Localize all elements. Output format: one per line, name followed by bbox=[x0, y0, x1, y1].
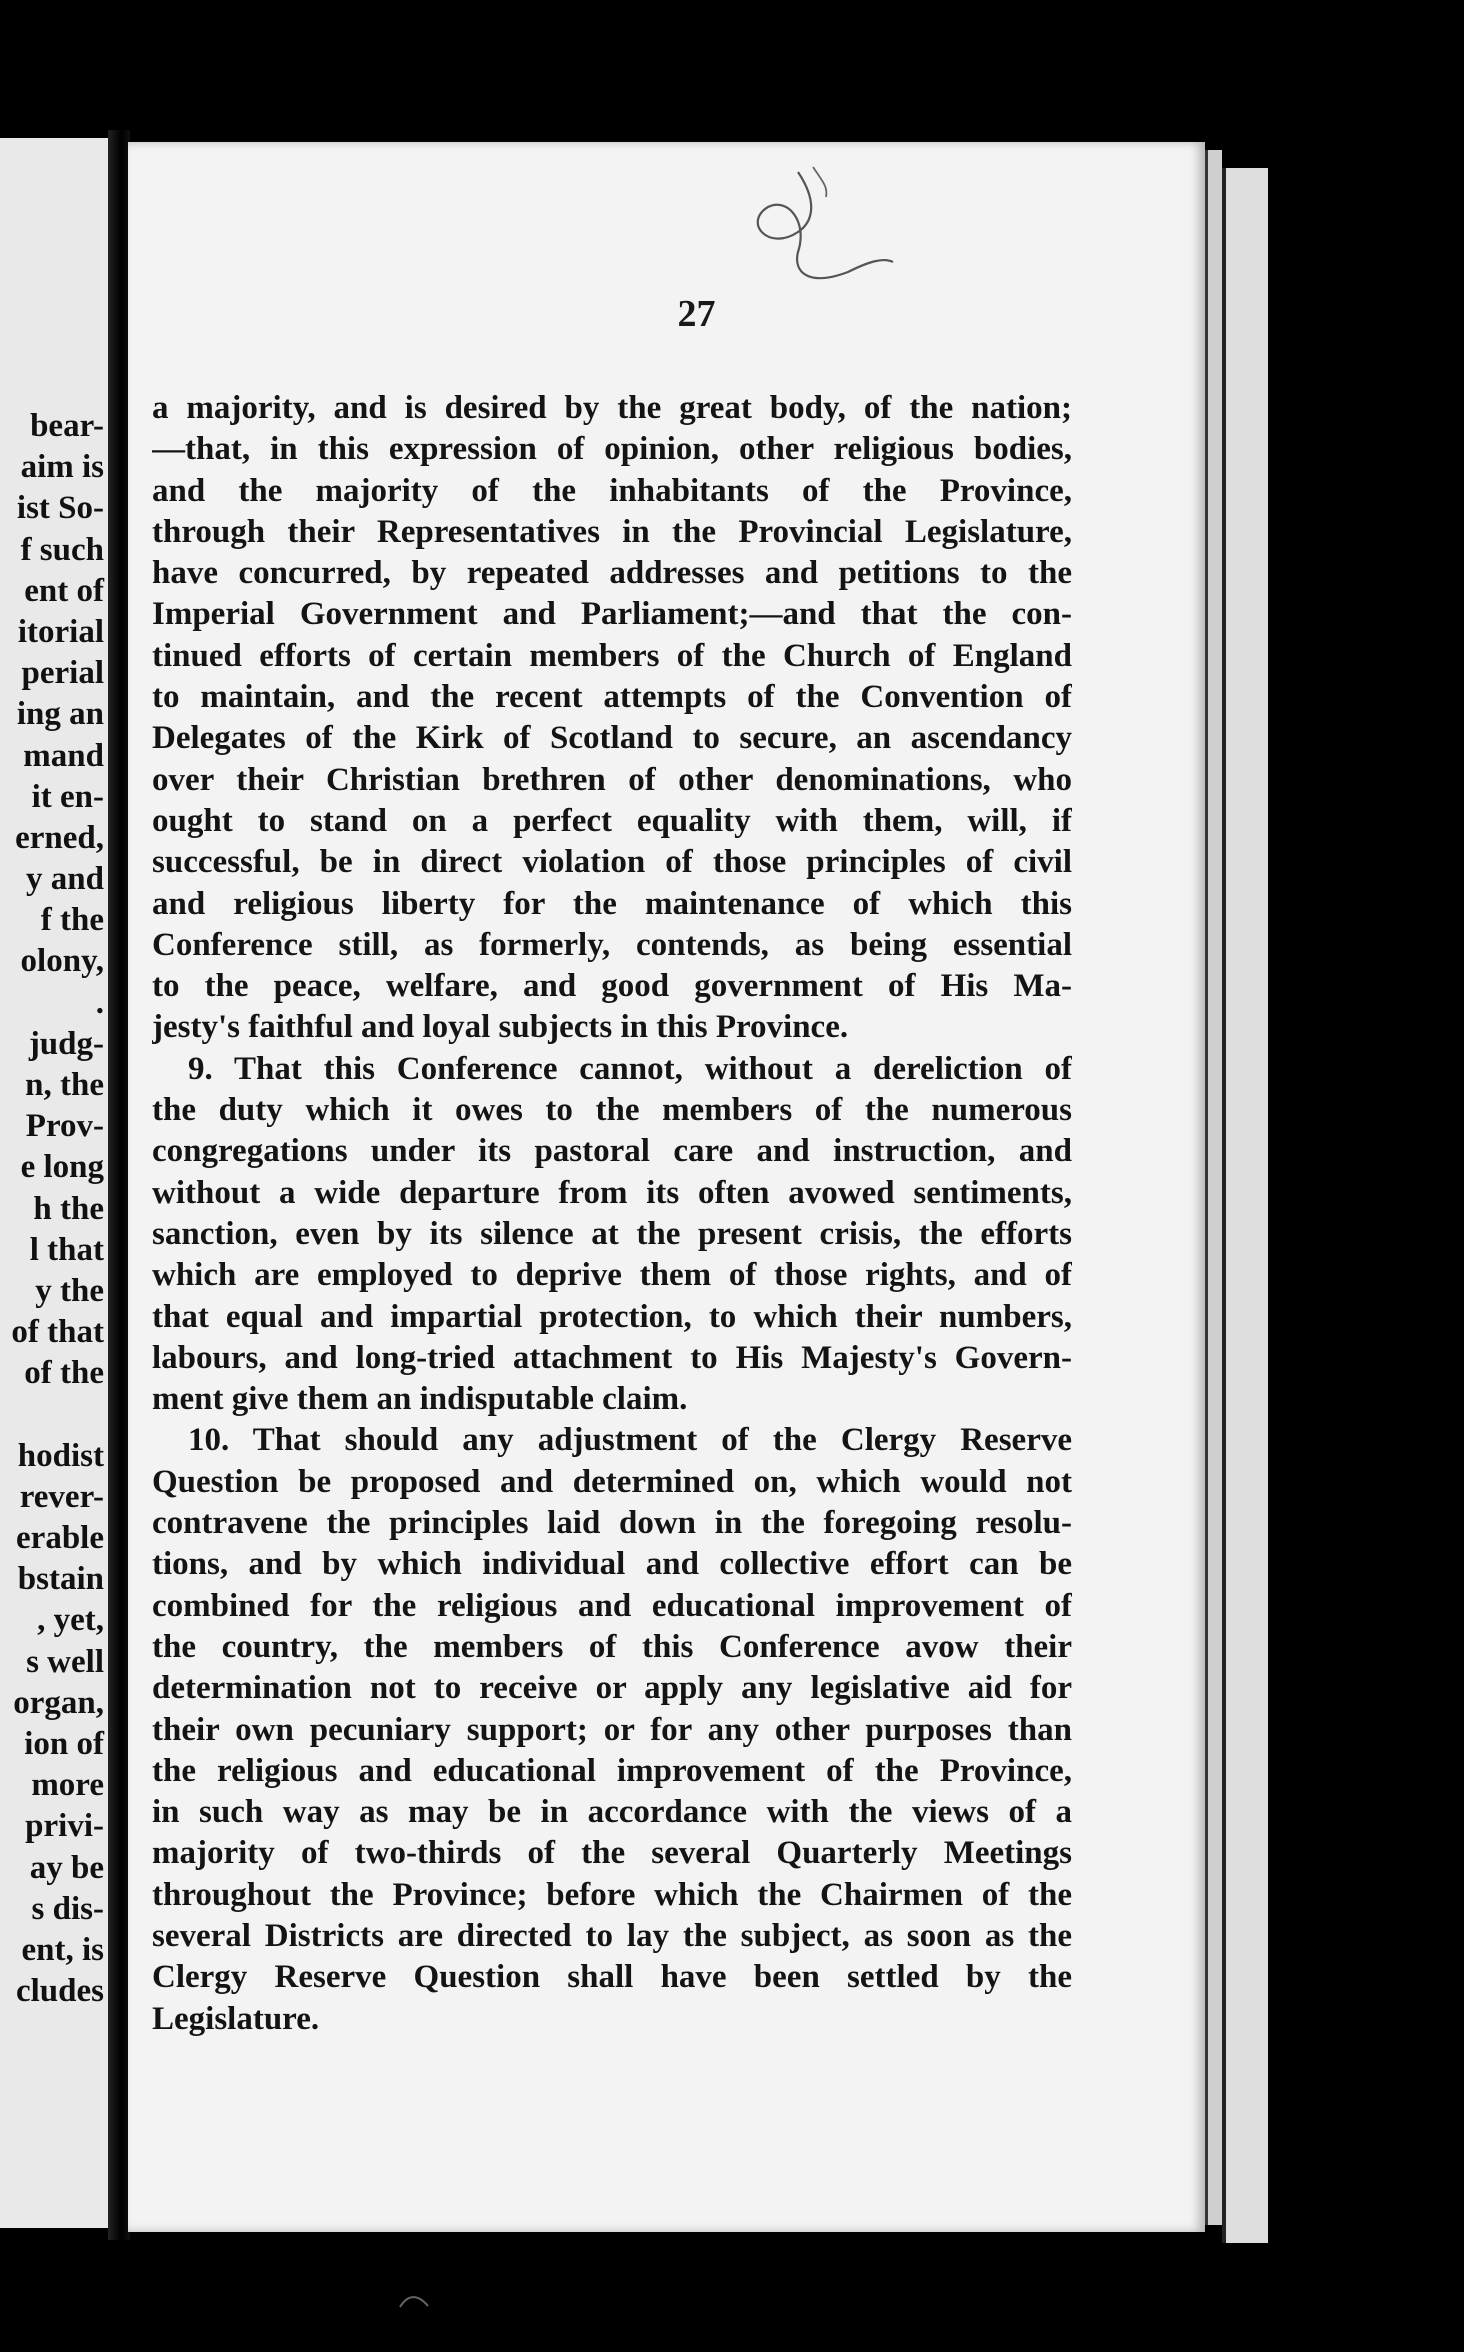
facing-page-line: cludes bbox=[15, 1973, 104, 2010]
book-gutter bbox=[108, 130, 130, 2240]
facing-page-line: aim is bbox=[20, 449, 104, 486]
text-line: Legislature. bbox=[152, 2000, 320, 2037]
text-line: jesty's faithful and loyal subjects in this Province. bbox=[152, 1009, 849, 1046]
facing-page-line: s well bbox=[26, 1643, 104, 1680]
facing-page-line: judg- bbox=[28, 1025, 104, 1062]
facing-page-line: olony, bbox=[20, 943, 104, 980]
text-line: several Districts are directed to lay the subject, as soon as the bbox=[152, 1917, 1072, 1954]
facing-page-line: of that bbox=[11, 1314, 104, 1351]
facing-page-line: itorial bbox=[17, 613, 104, 650]
text-line: to maintain, and the recent attempts of the Convention of bbox=[152, 679, 1072, 716]
text-line: Delegates of the Kirk of Scotland to secure, an ascendancy bbox=[152, 720, 1072, 757]
facing-page-line: e long bbox=[20, 1149, 104, 1186]
facing-page-line: of the bbox=[24, 1355, 104, 1392]
facing-page-line: ist So- bbox=[16, 490, 104, 527]
facing-page-line: ion of bbox=[24, 1726, 104, 1762]
facing-page-line: f the bbox=[40, 902, 104, 939]
text-line: over their Christian brethren of other denominations, who bbox=[152, 761, 1072, 798]
text-line: without a wide departure from its often avowed sentiments, bbox=[152, 1174, 1072, 1211]
text-line: contravene the principles laid down in the foregoing resolu- bbox=[152, 1505, 1072, 1542]
facing-page-line bbox=[11, 1395, 104, 1436]
text-line: sanction, even by its silence at the present crisis, the efforts bbox=[152, 1215, 1072, 1252]
text-line: ment give them an indisputable claim. bbox=[152, 1381, 688, 1418]
facing-page-line: more bbox=[31, 1767, 104, 1804]
text-line: and religious liberty for the maintenance of which this bbox=[152, 885, 1072, 922]
facing-page-line: l that bbox=[29, 1231, 104, 1268]
facing-page-text bbox=[11, 406, 104, 2012]
facing-page-line: y the bbox=[35, 1272, 104, 1309]
text-line: Clergy Reserve Question shall have been settled by the bbox=[152, 1959, 1072, 1996]
text-line: Conference still, as formerly, contends, as being essential bbox=[152, 926, 1072, 963]
facing-page-line: ing an bbox=[16, 696, 104, 733]
text-line: labours, and long-tried attachment to His Majesty's Govern- bbox=[152, 1339, 1072, 1376]
book-page bbox=[128, 142, 1205, 2232]
facing-page-line: y and bbox=[26, 861, 104, 898]
facing-page-line: ent of bbox=[24, 572, 104, 609]
text-line: congregations under its pastoral care and instruction, and bbox=[152, 1133, 1072, 1170]
facing-page-line: f such bbox=[20, 531, 104, 568]
text-line: determination not to receive or apply any legislative aid for bbox=[152, 1670, 1072, 1707]
facing-page-line: it en- bbox=[31, 778, 104, 815]
text-line: throughout the Province; before which the Chairmen of the bbox=[152, 1876, 1072, 1913]
facing-page-line: Prov- bbox=[25, 1108, 104, 1145]
text-line: ought to stand on a perfect equality with them, will, if bbox=[152, 802, 1072, 839]
text-line: Question be proposed and determined on, which would not bbox=[152, 1463, 1072, 1500]
text-line: a majority, and is desired by the great body, of the nation; bbox=[152, 390, 1072, 426]
text-line: and the majority of the inhabitants of the Province, bbox=[152, 472, 1072, 509]
text-line: through their Representatives in the Provincial Legislature, bbox=[152, 513, 1072, 550]
facing-page-left bbox=[0, 138, 110, 2228]
facing-page-line: mand bbox=[23, 737, 104, 774]
facing-page-line: bear- bbox=[30, 408, 104, 444]
text-line: tinued efforts of certain members of the Church of England bbox=[152, 637, 1072, 674]
text-line: the country, the members of this Conference avow their bbox=[152, 1628, 1072, 1665]
text-line: their own pecuniary support; or for any other purposes than bbox=[152, 1711, 1072, 1748]
text-line: majority of two-thirds of the several Quarterly Meetings bbox=[152, 1835, 1072, 1872]
facing-page-line: organ, bbox=[13, 1684, 104, 1721]
facing-page-line: n, the bbox=[25, 1067, 104, 1103]
facing-page-line: bstain bbox=[17, 1561, 104, 1598]
text-line: tions, and by which individual and collective effort can be bbox=[152, 1546, 1072, 1583]
text-line: in such way as may be in accordance with the views of a bbox=[152, 1794, 1072, 1831]
text-line: have concurred, by repeated addresses and petitions to the bbox=[152, 555, 1072, 592]
page-body-text bbox=[152, 388, 1072, 2040]
text-line: the duty which it owes to the members of the numerous bbox=[152, 1092, 1072, 1129]
text-line: successful, be in direct violation of those principles of civil bbox=[152, 844, 1072, 881]
text-line: the religious and educational improvement of the Province, bbox=[152, 1752, 1072, 1789]
facing-page-line: , yet, bbox=[37, 1602, 104, 1639]
facing-page-line: rever- bbox=[19, 1478, 104, 1515]
text-line: to the peace, welfare, and good government of His Ma- bbox=[152, 968, 1072, 1005]
facing-page-line: ent, is bbox=[21, 1931, 104, 1968]
page-number: 27 bbox=[677, 293, 716, 335]
facing-page-line: s dis- bbox=[31, 1890, 104, 1927]
facing-page-line: privi- bbox=[25, 1808, 104, 1845]
text-line: combined for the religious and educational improvement of bbox=[152, 1587, 1072, 1624]
text-line: that equal and impartial protection, to which their numbers, bbox=[152, 1298, 1072, 1335]
text-line: 10. That should any adjustment of the Clergy Reserve bbox=[188, 1422, 1072, 1459]
facing-page-line: ay be bbox=[29, 1849, 104, 1886]
text-line: —that, in this expression of opinion, other religious bodies, bbox=[152, 431, 1072, 468]
facing-page-line: erned, bbox=[15, 819, 104, 856]
facing-page-line: perial bbox=[21, 655, 104, 692]
facing-page-line: erable bbox=[16, 1520, 104, 1557]
facing-page-line: h the bbox=[33, 1190, 104, 1227]
page-edge-back bbox=[1222, 168, 1268, 2243]
page-edge bbox=[1205, 150, 1222, 2225]
text-line: Imperial Government and Parliament;—and that the con- bbox=[152, 596, 1072, 633]
text-line: 9. That this Conference cannot, without a dereliction of bbox=[188, 1050, 1072, 1087]
facing-page-line: hodist bbox=[17, 1437, 104, 1474]
text-line: which are employed to deprive them of those rights, and of bbox=[152, 1257, 1072, 1294]
facing-page-line: . bbox=[95, 984, 104, 1021]
stray-pen-mark bbox=[398, 2292, 438, 2312]
